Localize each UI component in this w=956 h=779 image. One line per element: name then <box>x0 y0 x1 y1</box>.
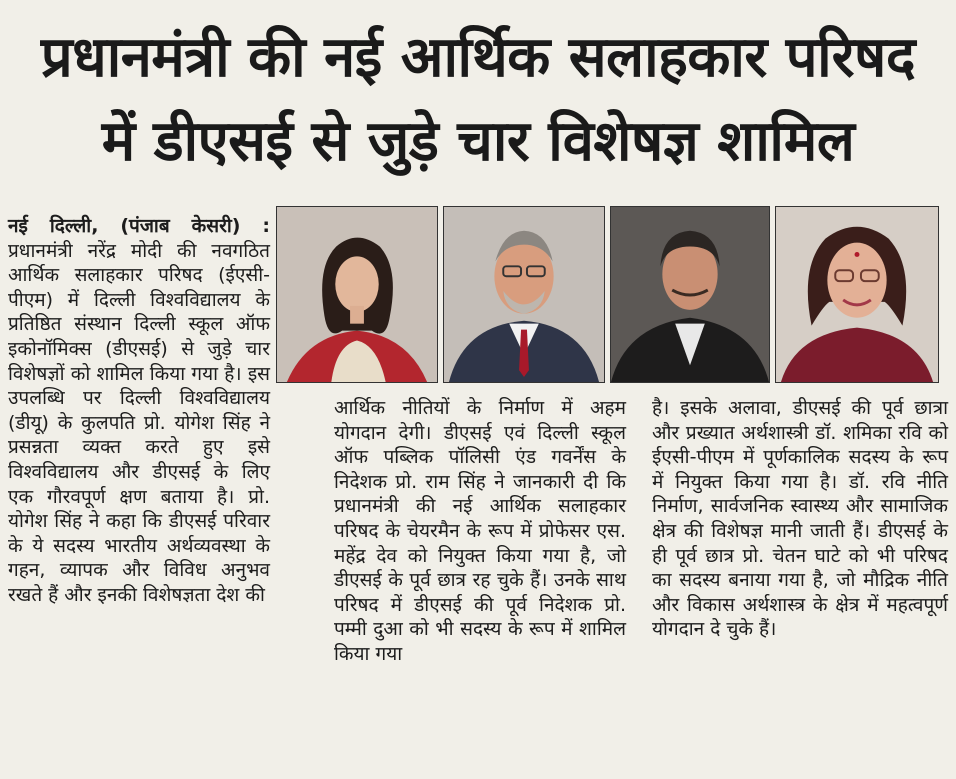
article-text-column-2: आर्थिक नीतियों के निर्माण में अहम योगदान देगी। डीएसई एवं दिल्ली स्कूल ऑफ पब्लिक पॉलिसी एंड गवर्नेंस के निदेशक प्रो. राम सिंह ने जानकारी दी कि प्रधानमंत्री की नई आर्थिक सलाहकार परिषद के चेयरमैन के रूप में प्रोफेसर एस. महेंद्र देव को नियुक्त किया गया है, जो डीएसई के पूर्व छात्र रह चुके हैं। उनके साथ परिषद में डीएसई की पूर्व निदेशक प्रो. पम्मी दुआ को भी सदस्य के रूप में शामिल किया गया <box>334 397 626 665</box>
portrait-photo-man-dark-jacket <box>610 206 770 383</box>
article-column-1 <box>8 214 270 608</box>
portrait-photo-woman-glasses <box>775 206 939 383</box>
headline-line-2: में डीएसई से जुड़े चार विशेषज्ञ शामिल <box>101 109 855 174</box>
article-column-2 <box>334 396 626 667</box>
article-column-3 <box>652 396 948 642</box>
portrait-photo-woman-saree <box>276 206 438 383</box>
portrait-photo-man-suit <box>443 206 605 383</box>
dateline: नई दिल्ली, (पंजाब केसरी) : <box>8 215 270 237</box>
headline-line-1: प्रधानमंत्री की नई आर्थिक सलाहकार परिषद <box>40 25 916 90</box>
article-text-column-3: है। इसके अलावा, डीएसई की पूर्व छात्रा और प्रख्यात अर्थशास्त्री डॉ. शमिका रवि को ईएसी-पीएम में पूर्णकालिक सदस्य के रूप में नियुक्त किया गया है। डॉ. रवि नीति निर्माण, सार्वजनिक स्वास्थ्य और सामाजिक क्षेत्र की विशेषज्ञ मानी जाती हैं। डीएसई के ही पूर्व छात्र प्रो. चेतन घाटे को भी परिषद का सदस्य बनाया गया है, जो मौद्रिक नीति और विकास अर्थशास्त्र के क्षेत्र में महत्वपूर्ण योगदान दे चुके हैं। <box>652 397 948 641</box>
article-text-column-1: प्रधानमंत्री नरेंद्र मोदी की नवगठित आर्थिक सलाहकार परिषद (ईएसी-पीएम) में दिल्ली विश्वविद्यालय के प्रतिष्ठित संस्थान दिल्ली स्कूल ऑफ इकोनॉमिक्स (डीएसई) से जुड़े चार विशेषज्ञों को शामिल किया गया है। इस उपलब्धि पर दिल्ली विश्वविद्यालय (डीयू) के कुलपति प्रो. योगेश सिंह ने प्रसन्नता व्यक्त करते हुए इसे विश्वविद्यालय और डीएसई के लिए एक गौरवपूर्ण क्षण बताया है। प्रो. योगेश सिंह ने कहा कि डीएसई परिवार के ये सदस्य भारतीय अर्थव्यवस्था के गहन, व्यापक और विविध अनुभव रखते हैं और इनकी विशेषज्ञता देश की <box>8 239 270 606</box>
